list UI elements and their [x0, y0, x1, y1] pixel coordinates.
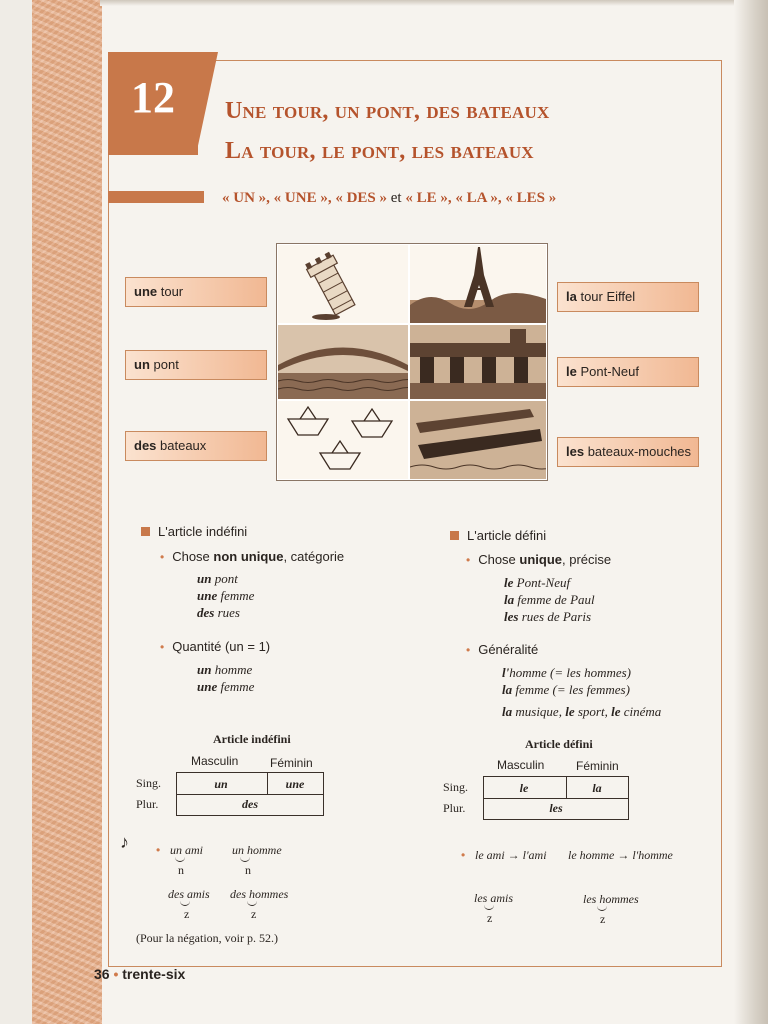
table-row-sing: Sing. — [136, 776, 162, 790]
page-number: 36 — [94, 966, 110, 982]
subtitle-bar — [108, 191, 204, 203]
illustration-grid — [276, 243, 548, 481]
eiffel-tower-drawing — [410, 245, 546, 323]
liaison-sound: n — [178, 863, 184, 877]
indefini-example: une femme — [197, 588, 255, 603]
paper-boats-drawing — [278, 401, 408, 479]
label-une-tour: une tour — [125, 277, 267, 307]
cell-sing-fem: la — [592, 781, 602, 795]
table-row-plur: Plur. — [443, 801, 466, 815]
table-row-sing: Sing. — [443, 780, 469, 794]
subtitle-et: et — [387, 190, 406, 206]
page-footer — [94, 966, 185, 982]
right-shadow — [734, 0, 768, 1024]
pont-neuf-drawing — [410, 325, 546, 399]
indefini-heading: L'article indéfini — [141, 524, 247, 539]
table-col-masculin: Masculin — [191, 754, 239, 768]
defini-point-2: • Généralité — [466, 642, 539, 657]
liaison-les-amis: les amis — [474, 891, 513, 905]
indefini-example: un pont — [197, 571, 238, 586]
indefini-point-2: • Quantité (un = 1) — [160, 639, 271, 654]
indefini-example: un homme — [197, 662, 253, 677]
page-edge-pattern — [32, 0, 102, 1024]
chapter-subtitle — [222, 190, 556, 207]
page-binding — [0, 0, 32, 1024]
indefini-table-title: Article indéfini — [213, 732, 291, 746]
bullet-icon: • — [461, 848, 466, 862]
indefini-point-1: • Chose non unique, catégorie — [160, 549, 345, 564]
defini-example: les rues de Paris — [504, 609, 592, 624]
liaison-sound: z — [184, 907, 190, 921]
bullet-icon: • — [156, 843, 161, 857]
cell-sing-masc: le — [519, 781, 529, 795]
defini-table-title: Article défini — [525, 737, 593, 751]
defini-example: le Pont-Neuf — [504, 575, 571, 590]
defini-heading: L'article défini — [450, 528, 546, 543]
defini-point-1: • Chose unique, précise — [466, 552, 612, 567]
label-la-tour-eiffel: la tour Eiffel — [557, 282, 699, 312]
footer-separator: • — [113, 966, 119, 982]
chapter-number: 12 — [131, 73, 175, 122]
cell-plur: les — [549, 801, 563, 815]
square-bullet-icon — [141, 527, 150, 536]
liaison-sound: n — [245, 863, 251, 877]
defini-example: la femme de Paul — [504, 592, 595, 607]
chapter-title-line-1: Une tour, un pont, des bateaux — [225, 98, 550, 124]
cell-sing-masc: un — [214, 777, 228, 791]
liaison-un-homme: un homme — [232, 843, 282, 857]
defini-example-general: la musique, le sport, le cinéma — [502, 704, 662, 719]
cell-plur: des — [242, 797, 258, 811]
subtitle-indefinite: « UN », « UNE », « DES » — [222, 190, 388, 206]
liaison-des-amis: des amis — [168, 887, 210, 901]
indefini-example: des rues — [197, 605, 240, 620]
label-les-bateaux-mouches: les bateaux-mouches — [557, 437, 699, 467]
negation-note: (Pour la négation, voir p. 52.) — [136, 931, 278, 945]
elision-l-ami: le ami → l'ami — [475, 848, 547, 862]
bullet-icon: • — [160, 640, 165, 654]
label-un-pont: un pont — [125, 350, 267, 380]
subtitle-definite: « LE », « LA », « LES » — [405, 190, 557, 206]
bullet-icon: • — [466, 643, 471, 657]
chapter-title-line-2: La tour, le pont, les bateaux — [225, 138, 534, 164]
label-des-bateaux: des bateaux — [125, 431, 267, 461]
label-le-pont-neuf: le Pont-Neuf — [557, 357, 699, 387]
liaison-sound: z — [251, 907, 257, 921]
music-note-icon: ♪ — [120, 832, 129, 852]
square-bullet-icon — [450, 531, 459, 540]
table-col-masculin: Masculin — [497, 758, 545, 772]
liaison-des-hommes: des hommes — [230, 887, 289, 901]
chapter-number-tab — [196, 52, 218, 155]
liaison-un-ami: un ami — [170, 843, 203, 857]
liaison-sound: z — [600, 912, 606, 926]
bullet-icon: • — [160, 550, 165, 564]
table-col-feminin: Féminin — [270, 756, 313, 770]
liaison-sound: z — [487, 911, 493, 925]
top-shadow — [100, 0, 768, 6]
indefini-example: une femme — [197, 679, 255, 694]
defini-example: la femme (= les femmes) — [502, 682, 630, 697]
elision-l-homme: le homme → l'homme — [568, 848, 673, 862]
liaison-les-hommes: les hommes — [583, 892, 639, 906]
page-word: trente-six — [122, 966, 186, 982]
tower-drawing — [278, 245, 408, 323]
bateaux-mouches-drawing — [410, 401, 546, 479]
table-row-plur: Plur. — [136, 797, 159, 811]
bullet-icon: • — [466, 553, 471, 567]
defini-example: l'homme (= les hommes) — [502, 665, 632, 680]
cell-sing-fem: une — [285, 777, 305, 791]
bridge-drawing — [278, 325, 408, 399]
table-col-feminin: Féminin — [576, 759, 619, 773]
